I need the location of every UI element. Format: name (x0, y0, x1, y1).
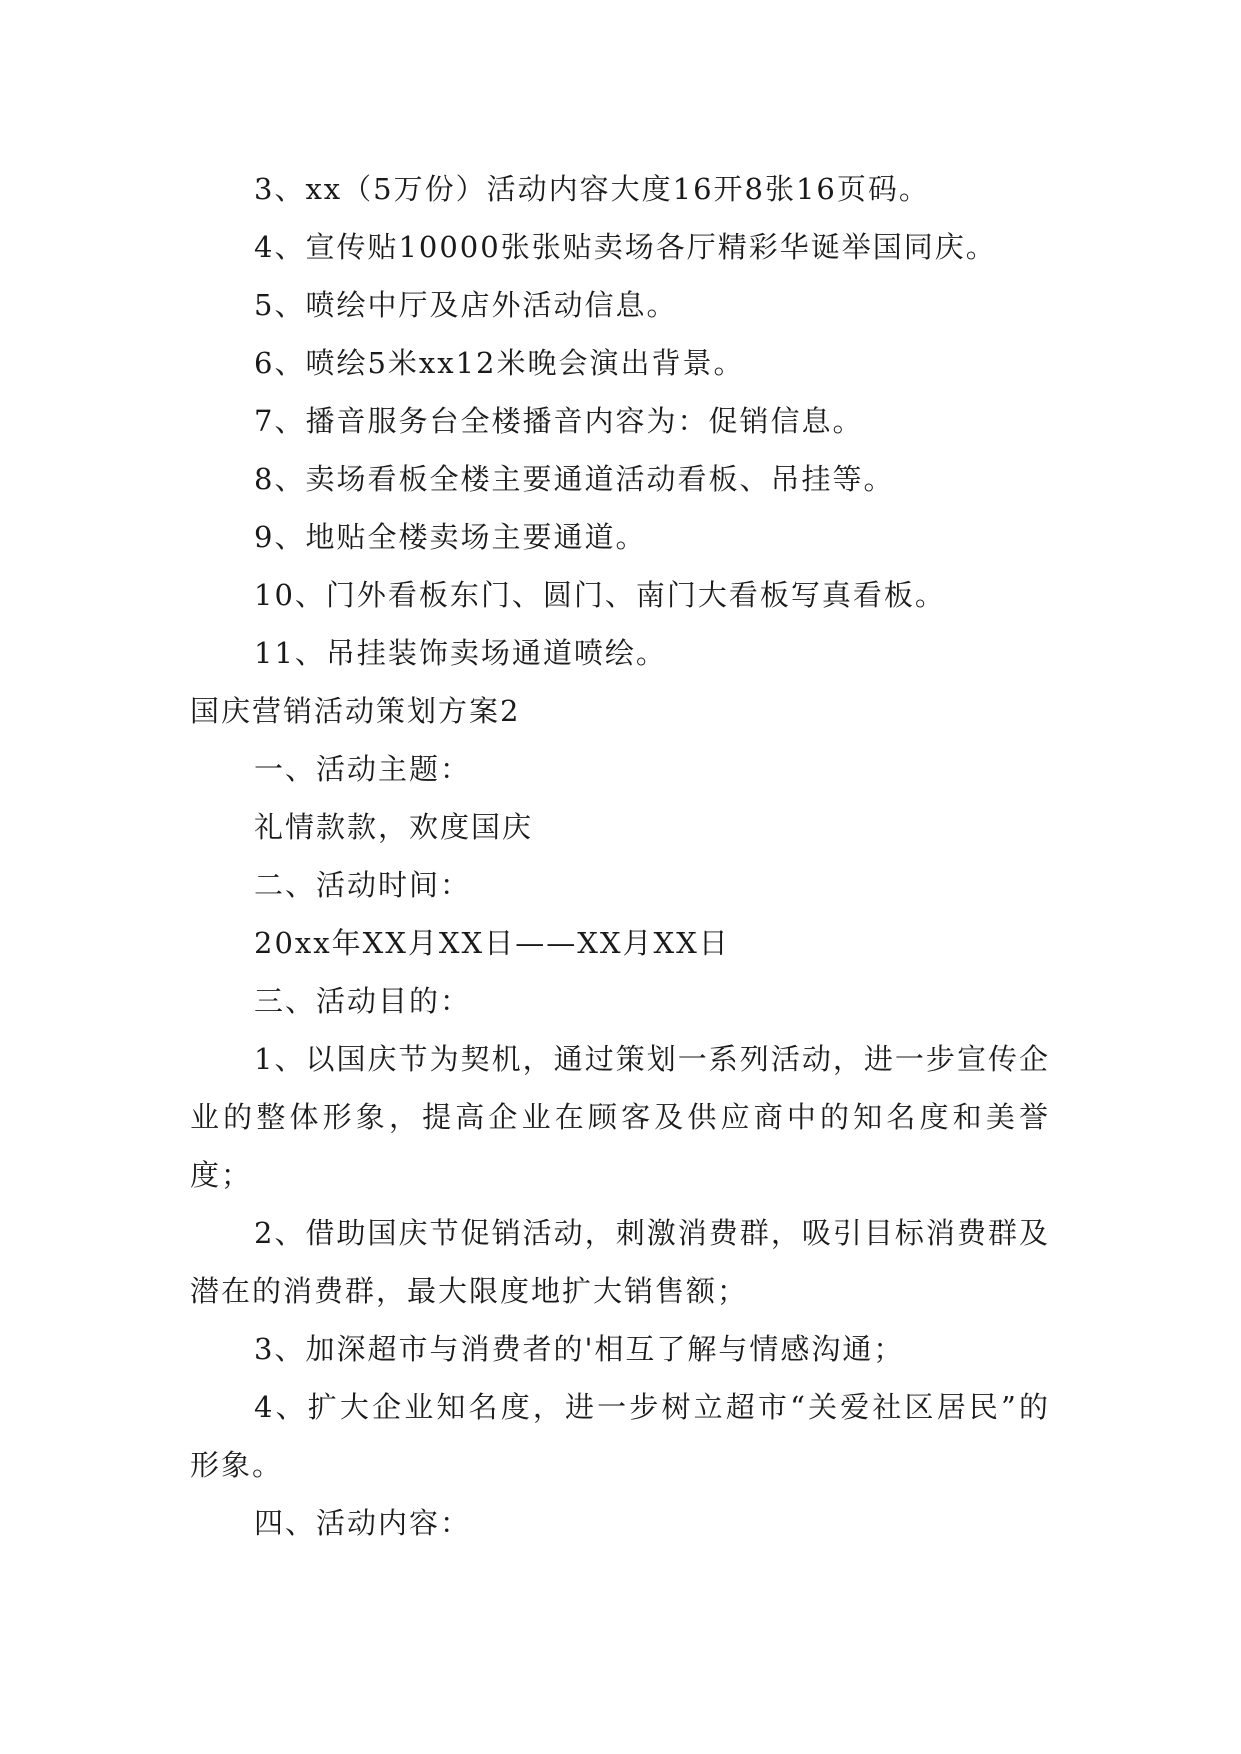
list-item: 9、地贴全楼卖场主要通道。 (254, 520, 647, 554)
theme-text: 礼情款款，欢度国庆 (254, 810, 534, 844)
goal-paragraph: 3、加深超市与消费者的'相互了解与情感沟通； (254, 1332, 905, 1366)
goal-paragraph: 1、以国庆节为契机，通过策划一系列活动，进一步宣传企业的整体形象，提高企业在顾客及供应商中的知名度和美誉度； (190, 1042, 1050, 1192)
list-item: 8、卖场看板全楼主要通道活动看板、吊挂等。 (254, 462, 895, 496)
section-title: 国庆营销活动策划方案2 (190, 694, 521, 728)
goal-paragraph: 2、借助国庆节促销活动，刺激消费群，吸引目标消费群及潜在的消费群，最大限度地扩大销售额； (190, 1216, 1050, 1308)
list-item: 7、播音服务台全楼播音内容为：促销信息。 (254, 404, 864, 438)
theme-heading: 一、活动主题： (254, 752, 472, 786)
content-heading: 四、活动内容： (254, 1506, 472, 1540)
list-item: 5、喷绘中厅及店外活动信息。 (254, 288, 678, 322)
time-text: 20xx年XX月XX日——XX月XX日 (254, 926, 730, 960)
list-item: 4、宣传贴10000张张贴卖场各厅精彩华诞举国同庆。 (254, 230, 997, 264)
list-item: 10、门外看板东门、圆门、南门大看板写真看板。 (254, 578, 946, 612)
list-item: 11、吊挂装饰卖场通道喷绘。 (254, 636, 667, 670)
goal-heading: 三、活动目的： (254, 984, 472, 1018)
document-body (190, 160, 1050, 1552)
list-item: 6、喷绘5米xx12米晚会演出背景。 (254, 346, 745, 380)
list-item: 3、xx（5万份）活动内容大度16开8张16页码。 (254, 172, 930, 206)
time-heading: 二、活动时间： (254, 868, 472, 902)
goal-paragraph: 4、扩大企业知名度，进一步树立超市“关爱社区居民”的形象。 (190, 1390, 1050, 1482)
